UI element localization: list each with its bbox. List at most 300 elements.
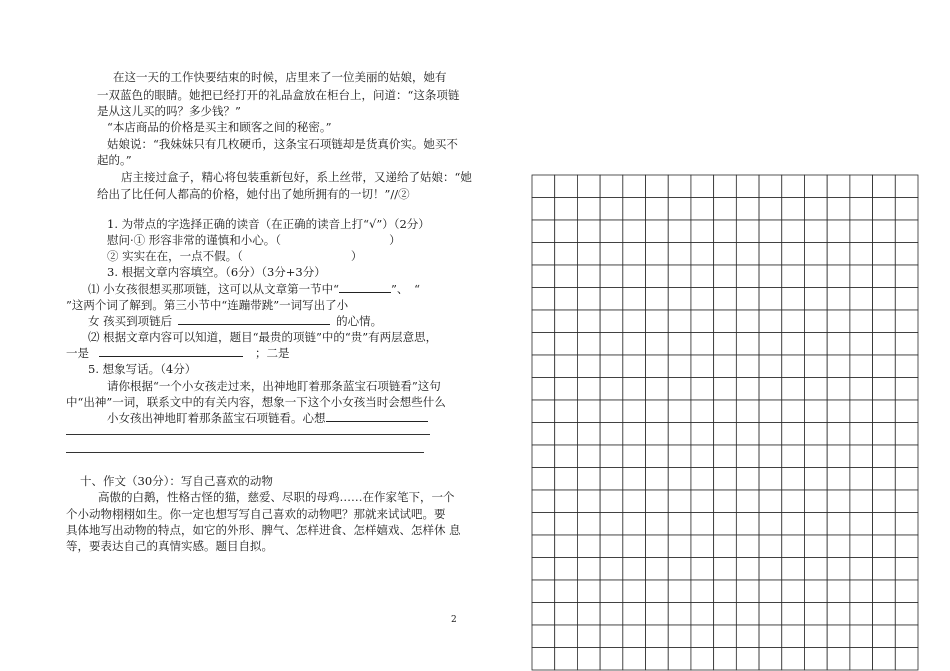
grid-cell[interactable] — [668, 468, 691, 491]
grid-cell[interactable] — [600, 243, 623, 266]
grid-cell[interactable] — [827, 175, 850, 198]
grid-cell[interactable] — [804, 513, 827, 536]
grid-cell[interactable] — [782, 603, 805, 626]
grid-cell[interactable] — [895, 558, 918, 581]
grid-cell[interactable] — [804, 535, 827, 558]
grid-cell[interactable] — [873, 603, 896, 626]
grid-cell[interactable] — [782, 333, 805, 356]
grid-cell[interactable] — [577, 535, 600, 558]
grid-cell[interactable] — [714, 310, 737, 333]
grid-cell[interactable] — [759, 648, 782, 671]
grid-cell[interactable] — [873, 490, 896, 513]
grid-cell[interactable] — [532, 468, 555, 491]
grid-cell[interactable] — [736, 625, 759, 648]
grid-cell[interactable] — [532, 288, 555, 311]
grid-cell[interactable] — [532, 198, 555, 221]
grid-cell[interactable] — [555, 535, 578, 558]
grid-cell[interactable] — [691, 288, 714, 311]
grid-cell[interactable] — [714, 400, 737, 423]
grid-cell[interactable] — [600, 648, 623, 671]
grid-cell[interactable] — [646, 288, 669, 311]
grid-cell[interactable] — [532, 558, 555, 581]
grid-cell[interactable] — [623, 265, 646, 288]
grid-cell[interactable] — [668, 175, 691, 198]
grid-cell[interactable] — [577, 175, 600, 198]
grid-cell[interactable] — [691, 535, 714, 558]
question-5-blank[interactable] — [326, 410, 428, 422]
grid-cell[interactable] — [736, 355, 759, 378]
grid-cell[interactable] — [895, 355, 918, 378]
grid-cell[interactable] — [804, 580, 827, 603]
grid-cell[interactable] — [736, 265, 759, 288]
grid-cell[interactable] — [782, 580, 805, 603]
grid-cell[interactable] — [577, 198, 600, 221]
grid-cell[interactable] — [736, 558, 759, 581]
grid-cell[interactable] — [759, 580, 782, 603]
grid-cell[interactable] — [850, 648, 873, 671]
grid-cell[interactable] — [873, 198, 896, 221]
grid-cell[interactable] — [873, 423, 896, 446]
grid-cell[interactable] — [759, 288, 782, 311]
grid-cell[interactable] — [895, 333, 918, 356]
grid-cell[interactable] — [623, 400, 646, 423]
grid-cell[interactable] — [759, 378, 782, 401]
grid-cell[interactable] — [782, 558, 805, 581]
grid-cell[interactable] — [623, 355, 646, 378]
grid-cell[interactable] — [895, 198, 918, 221]
grid-cell[interactable] — [895, 468, 918, 491]
grid-cell[interactable] — [714, 625, 737, 648]
grid-cell[interactable] — [623, 198, 646, 221]
grid-cell[interactable] — [804, 423, 827, 446]
grid-cell[interactable] — [782, 175, 805, 198]
grid-cell[interactable] — [532, 648, 555, 671]
grid-cell[interactable] — [759, 513, 782, 536]
grid-cell[interactable] — [623, 558, 646, 581]
grid-cell[interactable] — [600, 468, 623, 491]
question-3-blank-1[interactable] — [339, 281, 391, 293]
grid-cell[interactable] — [646, 513, 669, 536]
grid-cell[interactable] — [714, 648, 737, 671]
grid-cell[interactable] — [873, 580, 896, 603]
grid-cell[interactable] — [668, 198, 691, 221]
grid-cell[interactable] — [736, 445, 759, 468]
grid-cell[interactable] — [623, 603, 646, 626]
grid-cell[interactable] — [782, 243, 805, 266]
grid-cell[interactable] — [668, 513, 691, 536]
grid-cell[interactable] — [555, 513, 578, 536]
grid-cell[interactable] — [782, 513, 805, 536]
grid-cell[interactable] — [691, 603, 714, 626]
grid-cell[interactable] — [873, 445, 896, 468]
grid-cell[interactable] — [759, 625, 782, 648]
grid-cell[interactable] — [759, 558, 782, 581]
answer-line-2[interactable] — [66, 452, 424, 453]
grid-cell[interactable] — [850, 198, 873, 221]
answer-line-1[interactable] — [66, 434, 430, 435]
grid-cell[interactable] — [668, 648, 691, 671]
grid-cell[interactable] — [736, 220, 759, 243]
grid-cell[interactable] — [646, 310, 669, 333]
grid-cell[interactable] — [804, 198, 827, 221]
grid-cell[interactable] — [759, 400, 782, 423]
grid-cell[interactable] — [736, 400, 759, 423]
grid-cell[interactable] — [782, 198, 805, 221]
grid-cell[interactable] — [532, 445, 555, 468]
grid-cell[interactable] — [895, 513, 918, 536]
grid-cell[interactable] — [850, 625, 873, 648]
grid-cell[interactable] — [646, 220, 669, 243]
grid-cell[interactable] — [850, 265, 873, 288]
grid-cell[interactable] — [600, 198, 623, 221]
grid-cell[interactable] — [600, 310, 623, 333]
grid-cell[interactable] — [555, 468, 578, 491]
grid-cell[interactable] — [555, 243, 578, 266]
grid-cell[interactable] — [714, 558, 737, 581]
grid-cell[interactable] — [646, 558, 669, 581]
grid-cell[interactable] — [600, 513, 623, 536]
grid-cell[interactable] — [895, 625, 918, 648]
grid-cell[interactable] — [555, 198, 578, 221]
grid-cell[interactable] — [827, 580, 850, 603]
grid-cell[interactable] — [895, 535, 918, 558]
grid-cell[interactable] — [623, 175, 646, 198]
grid-cell[interactable] — [804, 603, 827, 626]
grid-cell[interactable] — [577, 558, 600, 581]
grid-cell[interactable] — [804, 490, 827, 513]
grid-cell[interactable] — [532, 535, 555, 558]
grid-cell[interactable] — [555, 603, 578, 626]
grid-cell[interactable] — [691, 378, 714, 401]
grid-cell[interactable] — [600, 625, 623, 648]
grid-cell[interactable] — [759, 603, 782, 626]
grid-cell[interactable] — [850, 310, 873, 333]
grid-cell[interactable] — [646, 648, 669, 671]
grid-cell[interactable] — [532, 220, 555, 243]
grid-cell[interactable] — [555, 625, 578, 648]
grid-cell[interactable] — [691, 333, 714, 356]
grid-cell[interactable] — [691, 198, 714, 221]
grid-cell[interactable] — [804, 445, 827, 468]
grid-cell[interactable] — [895, 580, 918, 603]
grid-cell[interactable] — [555, 580, 578, 603]
grid-cell[interactable] — [555, 558, 578, 581]
grid-cell[interactable] — [895, 175, 918, 198]
grid-cell[interactable] — [668, 603, 691, 626]
grid-cell[interactable] — [782, 490, 805, 513]
grid-cell[interactable] — [850, 558, 873, 581]
grid-cell[interactable] — [691, 243, 714, 266]
grid-cell[interactable] — [668, 288, 691, 311]
grid-cell[interactable] — [532, 625, 555, 648]
grid-cell[interactable] — [895, 648, 918, 671]
grid-cell[interactable] — [623, 220, 646, 243]
grid-cell[interactable] — [873, 513, 896, 536]
grid-cell[interactable] — [600, 423, 623, 446]
grid-cell[interactable] — [895, 603, 918, 626]
grid-cell[interactable] — [691, 175, 714, 198]
grid-cell[interactable] — [736, 175, 759, 198]
grid-cell[interactable] — [555, 288, 578, 311]
grid-cell[interactable] — [850, 355, 873, 378]
grid-cell[interactable] — [532, 265, 555, 288]
grid-cell[interactable] — [532, 175, 555, 198]
grid-cell[interactable] — [577, 513, 600, 536]
grid-cell[interactable] — [600, 378, 623, 401]
grid-cell[interactable] — [827, 355, 850, 378]
grid-cell[interactable] — [668, 423, 691, 446]
grid-cell[interactable] — [736, 243, 759, 266]
grid-cell[interactable] — [714, 220, 737, 243]
grid-cell[interactable] — [646, 265, 669, 288]
grid-cell[interactable] — [850, 333, 873, 356]
grid-cell[interactable] — [577, 355, 600, 378]
grid-cell[interactable] — [782, 423, 805, 446]
grid-cell[interactable] — [623, 243, 646, 266]
grid-cell[interactable] — [850, 243, 873, 266]
grid-cell[interactable] — [532, 513, 555, 536]
grid-cell[interactable] — [600, 400, 623, 423]
grid-cell[interactable] — [691, 310, 714, 333]
grid-cell[interactable] — [646, 198, 669, 221]
grid-cell[interactable] — [850, 513, 873, 536]
grid-cell[interactable] — [895, 288, 918, 311]
grid-cell[interactable] — [623, 333, 646, 356]
grid-cell[interactable] — [736, 535, 759, 558]
grid-cell[interactable] — [873, 535, 896, 558]
grid-cell[interactable] — [850, 423, 873, 446]
grid-cell[interactable] — [736, 333, 759, 356]
grid-cell[interactable] — [714, 423, 737, 446]
grid-cell[interactable] — [600, 490, 623, 513]
grid-cell[interactable] — [850, 603, 873, 626]
grid-cell[interactable] — [577, 265, 600, 288]
grid-cell[interactable] — [691, 468, 714, 491]
grid-cell[interactable] — [873, 265, 896, 288]
grid-cell[interactable] — [873, 243, 896, 266]
grid-cell[interactable] — [691, 355, 714, 378]
grid-cell[interactable] — [714, 603, 737, 626]
grid-cell[interactable] — [827, 220, 850, 243]
grid-cell[interactable] — [873, 648, 896, 671]
grid-cell[interactable] — [600, 535, 623, 558]
grid-cell[interactable] — [646, 400, 669, 423]
grid-cell[interactable] — [532, 243, 555, 266]
grid-cell[interactable] — [555, 400, 578, 423]
grid-cell[interactable] — [782, 648, 805, 671]
grid-cell[interactable] — [577, 220, 600, 243]
grid-cell[interactable] — [532, 333, 555, 356]
grid-cell[interactable] — [804, 378, 827, 401]
grid-cell[interactable] — [873, 355, 896, 378]
grid-cell[interactable] — [736, 513, 759, 536]
grid-cell[interactable] — [691, 423, 714, 446]
grid-cell[interactable] — [623, 288, 646, 311]
grid-cell[interactable] — [577, 243, 600, 266]
grid-cell[interactable] — [668, 400, 691, 423]
grid-cell[interactable] — [759, 445, 782, 468]
grid-cell[interactable] — [782, 468, 805, 491]
grid-cell[interactable] — [736, 490, 759, 513]
grid-cell[interactable] — [804, 310, 827, 333]
grid-cell[interactable] — [827, 445, 850, 468]
grid-cell[interactable] — [577, 445, 600, 468]
grid-cell[interactable] — [736, 580, 759, 603]
grid-cell[interactable] — [623, 535, 646, 558]
grid-cell[interactable] — [532, 378, 555, 401]
grid-cell[interactable] — [714, 175, 737, 198]
grid-cell[interactable] — [646, 535, 669, 558]
grid-cell[interactable] — [555, 378, 578, 401]
grid-cell[interactable] — [759, 490, 782, 513]
grid-cell[interactable] — [782, 400, 805, 423]
grid-cell[interactable] — [600, 603, 623, 626]
grid-cell[interactable] — [873, 625, 896, 648]
grid-cell[interactable] — [714, 265, 737, 288]
grid-cell[interactable] — [646, 468, 669, 491]
grid-cell[interactable] — [850, 378, 873, 401]
grid-cell[interactable] — [873, 378, 896, 401]
grid-cell[interactable] — [895, 378, 918, 401]
grid-cell[interactable] — [714, 288, 737, 311]
grid-cell[interactable] — [623, 378, 646, 401]
grid-cell[interactable] — [759, 243, 782, 266]
grid-cell[interactable] — [804, 265, 827, 288]
grid-cell[interactable] — [714, 355, 737, 378]
grid-cell[interactable] — [804, 625, 827, 648]
grid-cell[interactable] — [759, 355, 782, 378]
grid-cell[interactable] — [827, 310, 850, 333]
grid-cell[interactable] — [873, 558, 896, 581]
grid-cell[interactable] — [736, 378, 759, 401]
grid-cell[interactable] — [827, 648, 850, 671]
grid-cell[interactable] — [668, 445, 691, 468]
grid-cell[interactable] — [804, 243, 827, 266]
grid-cell[interactable] — [850, 580, 873, 603]
grid-cell[interactable] — [623, 580, 646, 603]
grid-cell[interactable] — [850, 288, 873, 311]
grid-cell[interactable] — [577, 423, 600, 446]
grid-cell[interactable] — [827, 378, 850, 401]
grid-cell[interactable] — [623, 625, 646, 648]
grid-cell[interactable] — [827, 513, 850, 536]
grid-cell[interactable] — [804, 558, 827, 581]
grid-cell[interactable] — [895, 490, 918, 513]
grid-cell[interactable] — [736, 310, 759, 333]
grid-cell[interactable] — [804, 355, 827, 378]
grid-cell[interactable] — [895, 220, 918, 243]
grid-cell[interactable] — [714, 333, 737, 356]
grid-cell[interactable] — [668, 220, 691, 243]
grid-cell[interactable] — [577, 580, 600, 603]
grid-cell[interactable] — [646, 355, 669, 378]
grid-cell[interactable] — [532, 355, 555, 378]
grid-cell[interactable] — [691, 445, 714, 468]
grid-cell[interactable] — [555, 423, 578, 446]
grid-cell[interactable] — [577, 288, 600, 311]
grid-cell[interactable] — [577, 603, 600, 626]
grid-cell[interactable] — [646, 490, 669, 513]
grid-cell[interactable] — [827, 288, 850, 311]
grid-cell[interactable] — [691, 625, 714, 648]
grid-cell[interactable] — [895, 445, 918, 468]
grid-cell[interactable] — [827, 558, 850, 581]
grid-cell[interactable] — [668, 490, 691, 513]
grid-cell[interactable] — [714, 468, 737, 491]
grid-cell[interactable] — [895, 400, 918, 423]
grid-cell[interactable] — [668, 580, 691, 603]
grid-cell[interactable] — [759, 175, 782, 198]
grid-cell[interactable] — [691, 220, 714, 243]
grid-cell[interactable] — [714, 378, 737, 401]
grid-cell[interactable] — [782, 355, 805, 378]
grid-cell[interactable] — [736, 648, 759, 671]
grid-cell[interactable] — [827, 265, 850, 288]
grid-cell[interactable] — [646, 423, 669, 446]
grid-cell[interactable] — [759, 198, 782, 221]
grid-cell[interactable] — [577, 648, 600, 671]
grid-cell[interactable] — [532, 490, 555, 513]
grid-cell[interactable] — [600, 220, 623, 243]
grid-cell[interactable] — [646, 175, 669, 198]
grid-cell[interactable] — [555, 333, 578, 356]
grid-cell[interactable] — [691, 490, 714, 513]
grid-cell[interactable] — [600, 558, 623, 581]
grid-cell[interactable] — [850, 400, 873, 423]
grid-cell[interactable] — [668, 558, 691, 581]
grid-cell[interactable] — [623, 445, 646, 468]
grid-cell[interactable] — [714, 198, 737, 221]
grid-cell[interactable] — [532, 423, 555, 446]
grid-cell[interactable] — [555, 265, 578, 288]
grid-cell[interactable] — [623, 513, 646, 536]
grid-cell[interactable] — [668, 243, 691, 266]
grid-cell[interactable] — [532, 580, 555, 603]
grid-cell[interactable] — [873, 288, 896, 311]
grid-cell[interactable] — [691, 265, 714, 288]
grid-cell[interactable] — [850, 220, 873, 243]
grid-cell[interactable] — [782, 378, 805, 401]
grid-cell[interactable] — [895, 310, 918, 333]
grid-cell[interactable] — [577, 310, 600, 333]
grid-cell[interactable] — [668, 310, 691, 333]
grid-cell[interactable] — [895, 265, 918, 288]
grid-cell[interactable] — [691, 558, 714, 581]
grid-cell[interactable] — [736, 198, 759, 221]
grid-cell[interactable] — [759, 535, 782, 558]
grid-cell[interactable] — [577, 400, 600, 423]
grid-cell[interactable] — [850, 175, 873, 198]
grid-cell[interactable] — [600, 333, 623, 356]
grid-cell[interactable] — [691, 400, 714, 423]
grid-cell[interactable] — [646, 333, 669, 356]
grid-cell[interactable] — [804, 333, 827, 356]
grid-cell[interactable] — [555, 220, 578, 243]
grid-cell[interactable] — [827, 198, 850, 221]
grid-cell[interactable] — [532, 310, 555, 333]
grid-cell[interactable] — [623, 648, 646, 671]
grid-cell[interactable] — [577, 625, 600, 648]
grid-cell[interactable] — [804, 648, 827, 671]
grid-cell[interactable] — [532, 400, 555, 423]
grid-cell[interactable] — [736, 423, 759, 446]
grid-cell[interactable] — [782, 535, 805, 558]
grid-cell[interactable] — [600, 355, 623, 378]
grid-cell[interactable] — [804, 220, 827, 243]
grid-cell[interactable] — [668, 535, 691, 558]
grid-cell[interactable] — [873, 400, 896, 423]
grid-cell[interactable] — [646, 580, 669, 603]
